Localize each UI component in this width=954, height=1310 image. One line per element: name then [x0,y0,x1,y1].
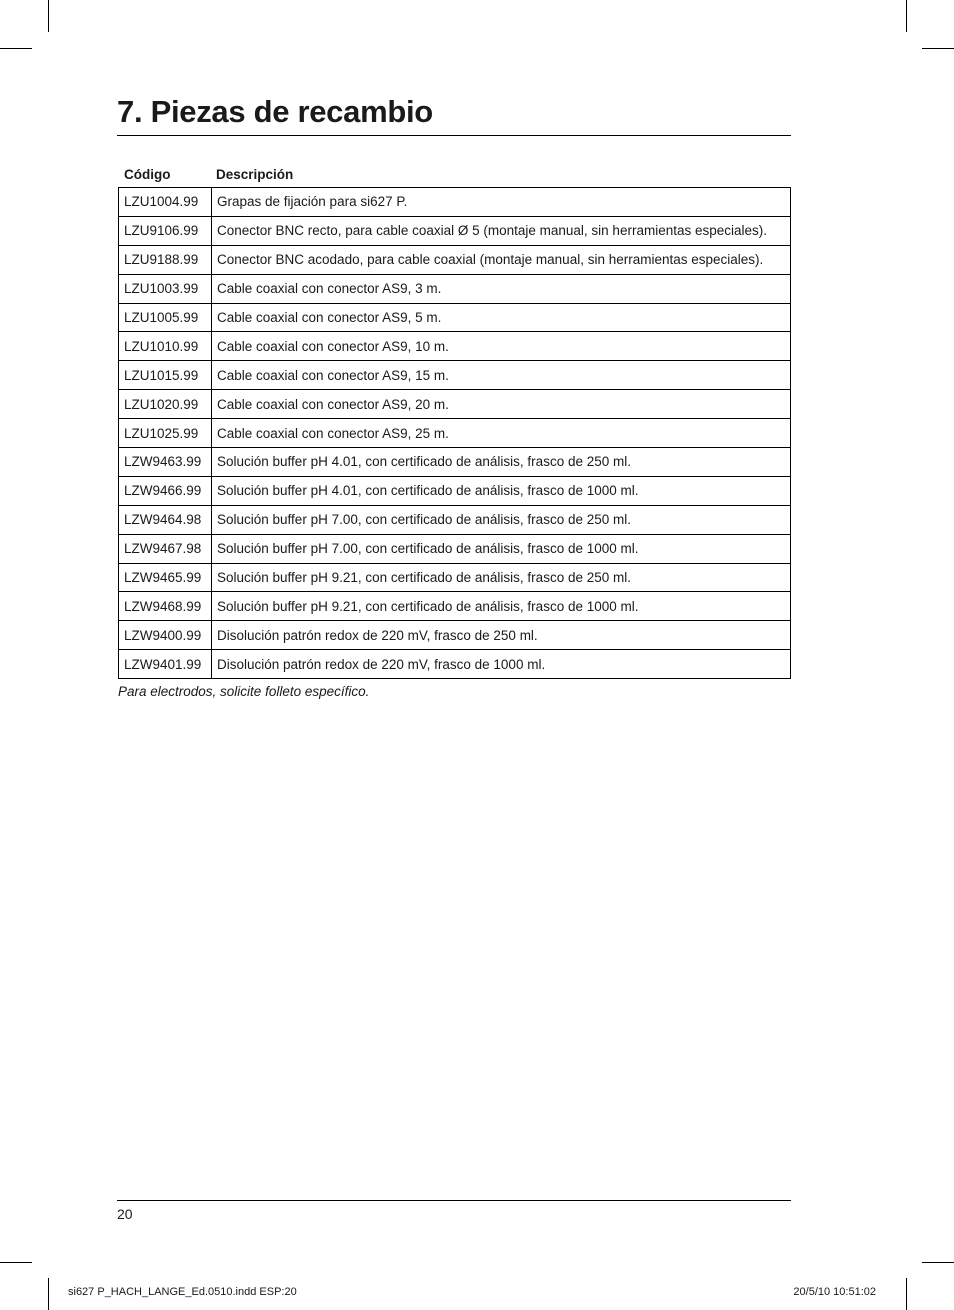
crop-mark [0,1262,32,1263]
table-row [119,188,791,217]
table-row [119,476,791,505]
part-description: Conector BNC acodado, para cable coaxial (montaje manual, sin herramientas especiales). [212,245,791,274]
table-row [119,361,791,390]
table-row [119,216,791,245]
header-description: Descripción [216,166,294,182]
table-row [119,650,791,679]
footer-divider [117,1200,791,1201]
parts-table-body [118,187,791,679]
part-code: LZW9464.98 [119,505,212,534]
table-row [119,419,791,448]
part-description: Cable coaxial con conector AS9, 25 m. [212,419,791,448]
table-row [119,303,791,332]
table-row [119,505,791,534]
part-code: LZU1020.99 [119,390,212,419]
part-description: Cable coaxial con conector AS9, 3 m. [212,274,791,303]
part-code: LZW9465.99 [119,563,212,592]
part-description: Conector BNC recto, para cable coaxial Ø 5 (montaje manual, sin herramientas especiales). [212,216,791,245]
table-row [119,448,791,477]
crop-mark [906,1278,907,1310]
part-code: LZU1025.99 [119,419,212,448]
crop-mark [922,48,954,49]
table-row [119,274,791,303]
part-description: Cable coaxial con conector AS9, 5 m. [212,303,791,332]
part-description: Solución buffer pH 4.01, con certificado de análisis, frasco de 250 ml. [212,448,791,477]
part-description: Solución buffer pH 9.21, con certificado de análisis, frasco de 1000 ml. [212,592,791,621]
part-description: Disolución patrón redox de 220 mV, frasco de 250 ml. [212,621,791,650]
table-row [119,592,791,621]
crop-mark [48,1278,49,1310]
part-description: Cable coaxial con conector AS9, 10 m. [212,332,791,361]
part-code: LZU9188.99 [119,245,212,274]
print-slug-date: 20/5/10 10:51:02 [793,1286,876,1298]
table-row [119,332,791,361]
part-description: Cable coaxial con conector AS9, 15 m. [212,361,791,390]
table-header [118,161,791,187]
part-code: LZW9467.98 [119,534,212,563]
page-title: 7. Piezas de recambio [117,94,433,129]
part-description: Solución buffer pH 9.21, con certificado de análisis, frasco de 250 ml. [212,563,791,592]
table-row [119,563,791,592]
part-description: Solución buffer pH 7.00, con certificado de análisis, frasco de 250 ml. [212,505,791,534]
part-code: LZW9466.99 [119,476,212,505]
table-row [119,534,791,563]
footnote: Para electrodos, solicite folleto específico. [118,684,370,699]
spare-parts-table [118,161,791,679]
part-description: Grapas de fijación para si627 P. [212,188,791,217]
crop-mark [922,1262,954,1263]
print-slug-file: si627 P_HACH_LANGE_Ed.0510.indd ESP:20 [68,1286,297,1298]
part-code: LZU1003.99 [119,274,212,303]
table-row [119,390,791,419]
part-description: Solución buffer pH 4.01, con certificado de análisis, frasco de 1000 ml. [212,476,791,505]
part-code: LZW9400.99 [119,621,212,650]
part-code: LZW9401.99 [119,650,212,679]
part-code: LZU1010.99 [119,332,212,361]
header-code: Código [124,166,171,182]
part-code: LZU1004.99 [119,188,212,217]
crop-mark [0,48,32,49]
part-code: LZU1015.99 [119,361,212,390]
crop-mark [48,0,49,32]
crop-mark [906,0,907,32]
part-description: Solución buffer pH 7.00, con certificado de análisis, frasco de 1000 ml. [212,534,791,563]
part-code: LZW9468.99 [119,592,212,621]
table-row [119,245,791,274]
part-code: LZU1005.99 [119,303,212,332]
title-divider [117,135,791,136]
part-description: Cable coaxial con conector AS9, 20 m. [212,390,791,419]
table-row [119,621,791,650]
part-description: Disolución patrón redox de 220 mV, frasco de 1000 ml. [212,650,791,679]
part-code: LZU9106.99 [119,216,212,245]
part-code: LZW9463.99 [119,448,212,477]
page-number: 20 [117,1206,133,1222]
